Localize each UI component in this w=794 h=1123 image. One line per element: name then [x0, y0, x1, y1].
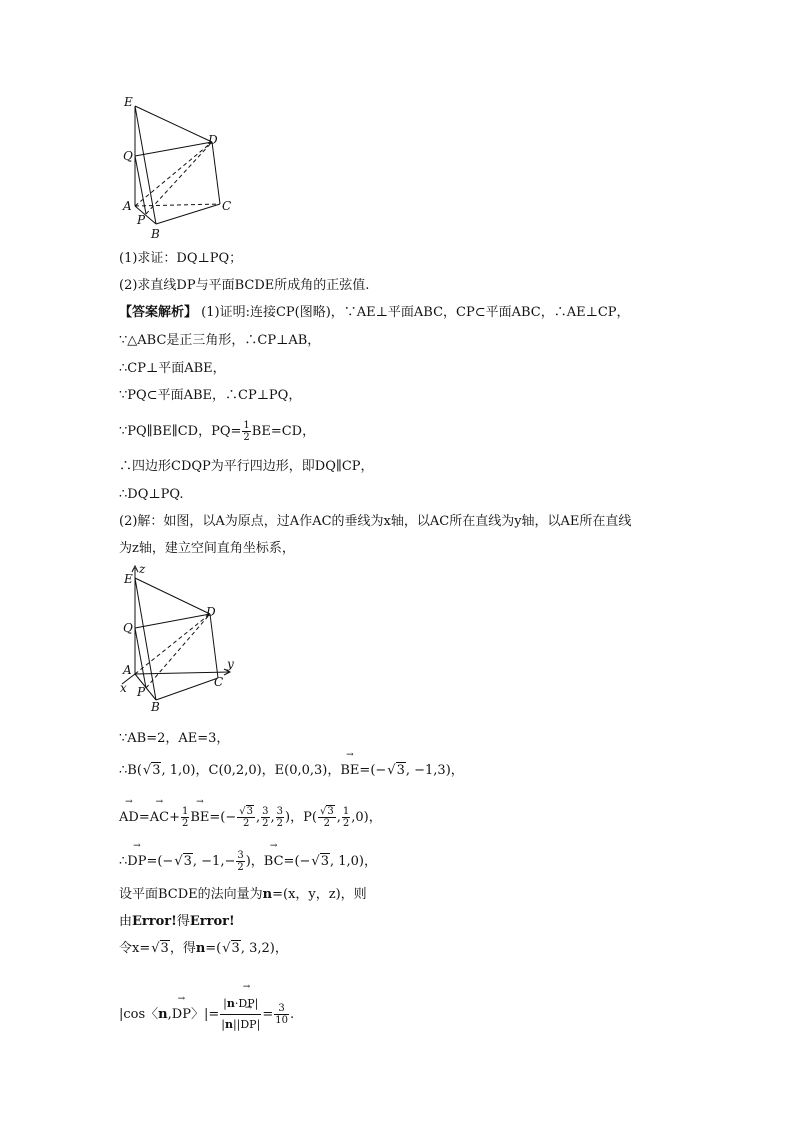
y-axis [135, 672, 230, 674]
label-P: P [137, 213, 146, 227]
label-A: A [123, 199, 132, 213]
answer-line-8: (2)解：如图，以A为原点，过A作AC的垂线为x轴，以AC所在直线为y轴，以AE所在直线 [119, 514, 632, 529]
label-z: z [139, 562, 146, 576]
dashed-PD [146, 142, 212, 214]
label-C: C [222, 199, 232, 213]
answer-line-14: 设平面BCDE的法向量为n=(x，y，z)，则 [119, 887, 367, 902]
edge-BC [156, 204, 220, 224]
answer-line-7: ∴DQ⊥PQ. [119, 487, 184, 502]
answer-line-1: 【答案解析】 (1)证明:连接CP(图略)，∵AE⊥平面ABC，CP⊂平面ABC，∴AE⊥CP， [119, 305, 630, 320]
label-D: D [208, 133, 218, 147]
dashed-PD [146, 614, 210, 688]
label-D: D [206, 605, 216, 619]
pyramid-figure-2 [110, 562, 250, 714]
question-2: (2)求直线DP与平面BCDE所成角的正弦值. [119, 278, 370, 293]
label-B: B [151, 700, 160, 714]
edge-ED [135, 106, 212, 142]
answer-line-9: 为z轴，建立空间直角坐标系， [119, 541, 295, 556]
label-Q: Q [123, 621, 133, 635]
label-B: B [151, 227, 160, 241]
answer-line-5: ∵PQ∥BE∥CD，PQ= $\frac{1}{2}$ BE=CD， [119, 420, 316, 443]
label-P: P [137, 685, 146, 699]
cosine-fraction: $\frac{|n\cdot\to DP|}{|n||\to DP|}$ [220, 994, 261, 1035]
label-y: y [227, 657, 234, 671]
answer-line-17: |cos〈n,→ DP〉|= $\frac{|n\cdot\to DP|}{|n||\to DP|}$ = $\frac{3}{10}$ . [119, 994, 294, 1035]
label-x: x [120, 681, 127, 695]
edge-EB [135, 578, 156, 700]
edge-QD [135, 142, 212, 156]
label-C: C [214, 675, 224, 689]
edge-QD [135, 614, 210, 628]
answer-line-13: ∴→ DP=(−√3, −1,− $\frac{3}{2}$ )，→ BC=(−√3, 1,0)， [119, 850, 377, 873]
label-E: E [124, 95, 133, 109]
pyramid-figure-1 [110, 92, 250, 242]
answer-line-4: ∵PQ⊂平面ABE，∴CP⊥PQ， [119, 388, 302, 403]
edge-DC [212, 142, 220, 204]
answer-line-12: → AD=→ AC+ $\frac{1}{2}$ → BE=(− $\frac{√3}{2}$ , $\frac{3}{2}$ , $\frac{3}{2}$ )，P( $\frac{√3}{2}$ , $\frac{1}{2}$ ,0)， [119, 806, 382, 829]
answer-line-3: ∴CP⊥平面ABE， [119, 361, 226, 376]
answer-line-6: ∴四边形CDQP为平行四边形，即DQ∥CP， [119, 459, 374, 474]
question-1: (1)求证：DQ⊥PQ； [119, 251, 243, 266]
answer-line-2: ∵△ABC是正三角形，∴CP⊥AB， [119, 333, 321, 348]
answer-line-11: ∴B(√3, 1,0)，C(0,2,0)，E(0,0,3)，→ BE=(−√3, −1,3)， [119, 762, 464, 780]
edge-ED [135, 578, 210, 614]
answer-line-10: ∵AB=2，AE=3， [119, 731, 230, 746]
label-E: E [124, 572, 133, 586]
edge-QP [135, 628, 146, 688]
edge-DC [210, 614, 218, 678]
answer-line-16: 令x=√3，得n=(√3, 3,2)， [119, 941, 288, 956]
dashed-AD [135, 142, 212, 206]
dashed-AC [135, 204, 220, 206]
edge-BC [156, 678, 218, 700]
answer-header: 【答案解析】 [119, 305, 198, 320]
answer-line-15: 由Error!得Error! [119, 914, 235, 929]
label-A: A [123, 663, 132, 677]
fraction-one-half: $\frac{1}{2}$ [243, 420, 250, 443]
label-Q: Q [123, 149, 133, 163]
